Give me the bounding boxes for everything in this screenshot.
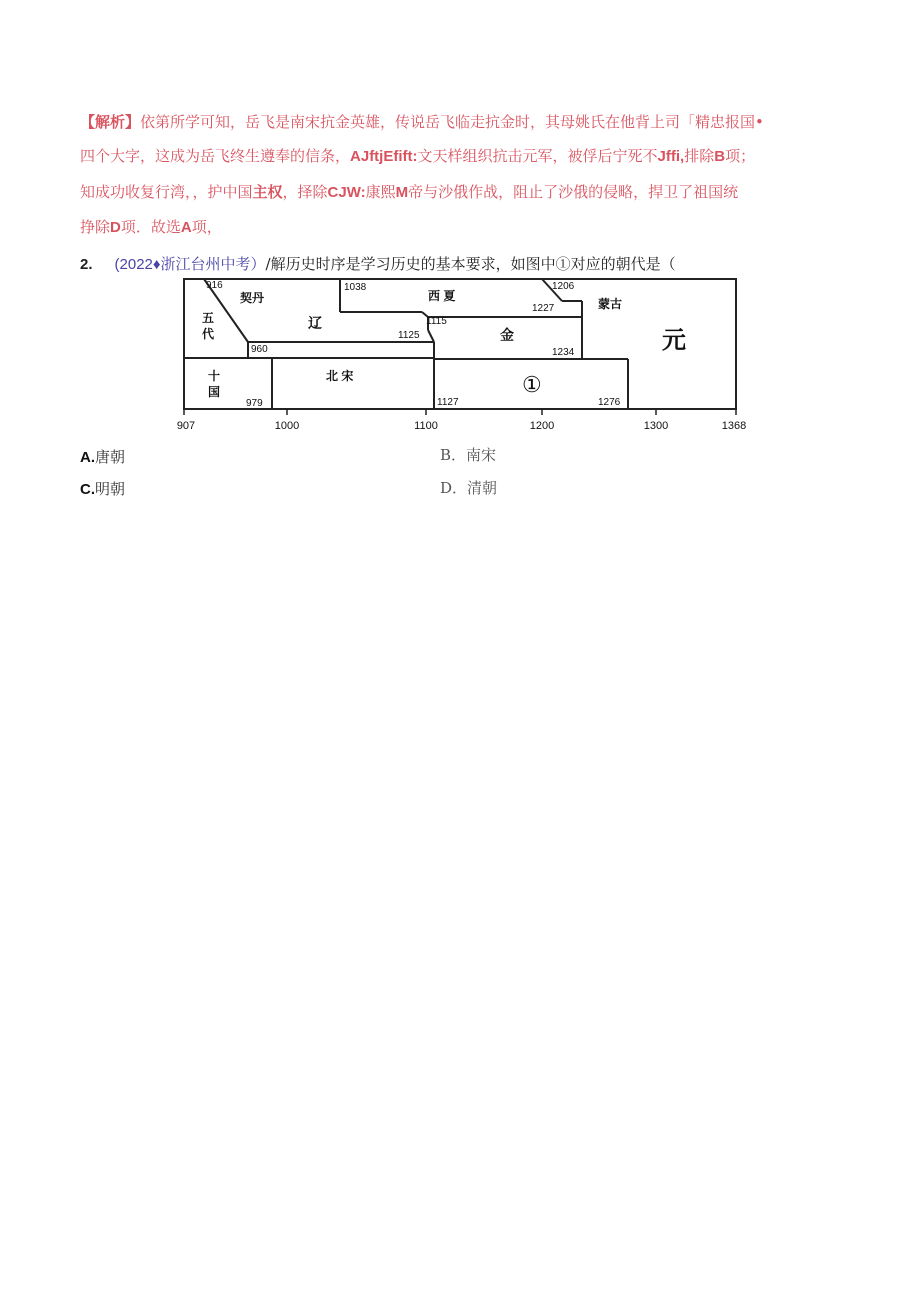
timeline-axis-labels [177,420,746,432]
axis-label-1000: 1000 [274,420,300,432]
year-1115: 1115 [426,316,447,327]
axis-label-907: 907 [176,420,196,432]
year-916: 916 [206,280,223,291]
axis-label-1100: 1100 [414,420,438,432]
year-1125: 1125 [398,330,420,341]
label-shiguo-2: 国 [208,385,221,399]
option-a[interactable]: A.唐朝 [80,448,126,466]
label-wudai-2: 代 [202,327,215,341]
jin-left-diagonal [428,330,434,342]
label-yuan: 元 [662,327,686,354]
option-b[interactable]: B．南宋 [440,446,497,464]
axis-label-1300: 1300 [643,420,669,432]
label-wudai-1: 五 [202,311,215,325]
axis-label-1200: 1200 [529,420,555,432]
year-1127: 1127 [437,397,459,408]
question-text: /解历史时序是学习历史的基本要求，如图中①对应的朝代是（ [265,255,676,273]
option-d[interactable]: D．清朝 [440,479,498,497]
label-jin: 金 [500,327,514,343]
label-xixia: 西 夏 [428,289,456,303]
label-menggu: 蒙古 [598,297,623,311]
analysis-line-2: 四个大字，这成为岳飞终生遵奉的信条，AJftjEfift:文天样组织抗击元军，被俘后宁死不Jffi,排除B项； [80,147,756,165]
question-2 [80,254,676,275]
analysis-line-3: 知成功收复行湾，，护中国主权，择除CJW:康熙M帝与沙俄作战，阻止了沙俄的侵略，捍卫了祖国统 [80,183,739,201]
year-960: 960 [251,344,268,355]
option-c[interactable]: C.明朝 [80,480,126,498]
analysis-line-1: 【解析】依第所学可知，岳飞是南宋抗金英雄，传说岳飞临走抗金时，其母姚氏在他背上司「精忠报国• [80,113,764,131]
label-shiguo-1: 十 [208,369,221,383]
question-number: 2. [80,256,93,273]
label-liao: 辽 [308,315,322,331]
question-source: (2022♦浙江台州中考） [114,256,266,273]
year-1276: 1276 [598,397,621,408]
timeline-year-labels [206,280,621,409]
label-beisong: 北 宋 [326,369,354,383]
year-1234: 1234 [552,347,575,358]
year-1038: 1038 [344,282,367,293]
year-1206: 1206 [552,281,575,292]
timeline-dynasty-labels [202,288,686,399]
axis-label-1368: 1368 [721,420,747,432]
year-979: 979 [246,398,263,409]
analysis-line-4: 挣除D项．故选A项， [80,218,222,236]
label-circle-1: ① [522,372,542,397]
year-1227: 1227 [532,303,555,314]
analysis-tag: 【解析】 [80,113,141,131]
dynasty-timeline-figure [170,274,760,436]
label-qidan: 契丹 [240,291,265,305]
